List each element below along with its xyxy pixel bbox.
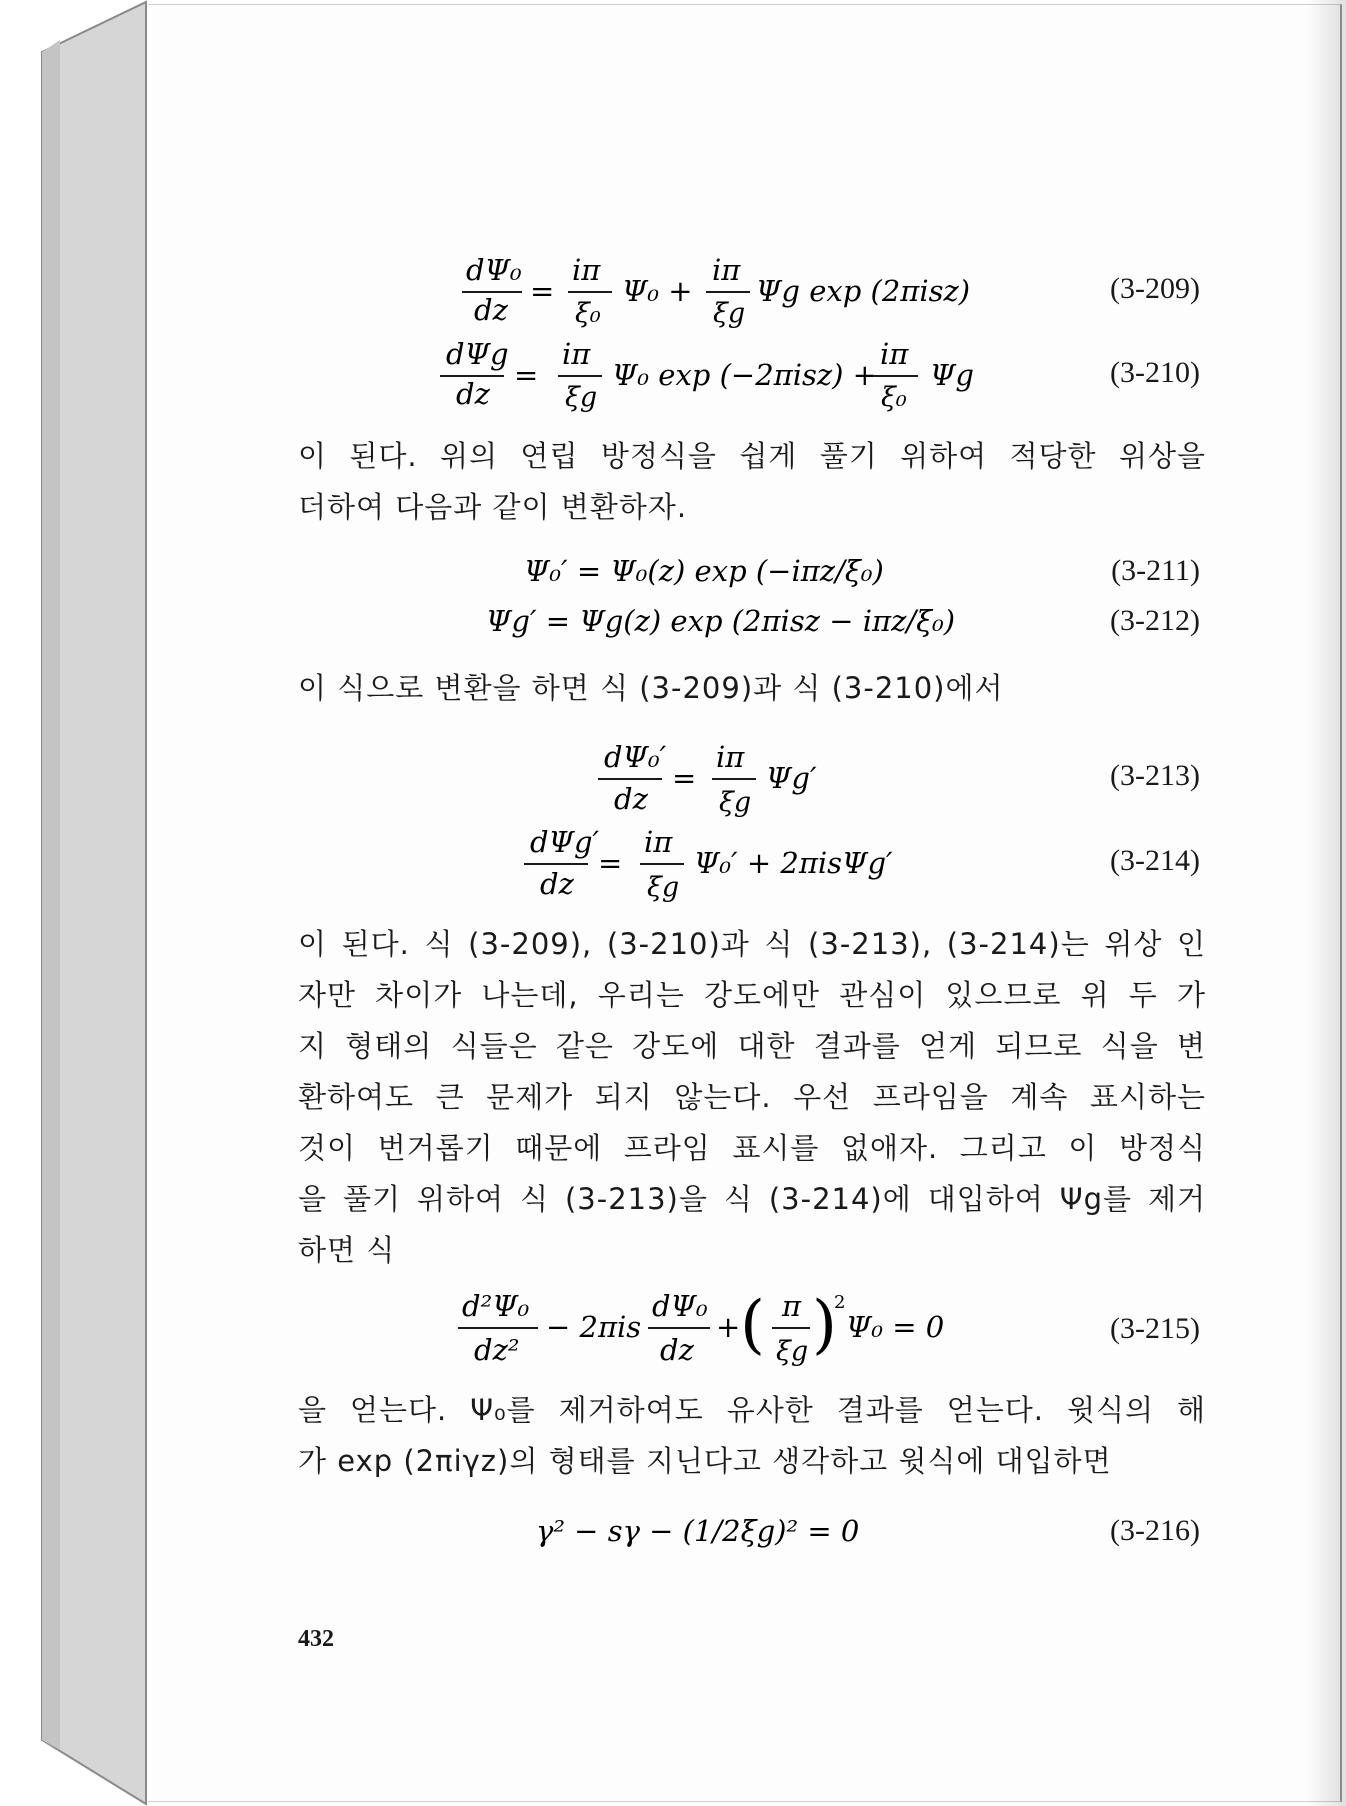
eq216-number: (3-216) [1110,1514,1200,1547]
eq215-term1: − 2πis [546,1310,642,1344]
paragraph-3 [298,919,1206,1276]
eq213-frac-den: ξg [719,787,752,818]
eq210-term1: Ψ₀ exp (−2πisz) + [612,358,877,392]
eq214-lhs-den: dz [540,867,574,901]
eq215-lhs-num: d²Ψ₀ [462,1289,530,1323]
eq210-frac1-den: ξg [565,382,598,413]
eq215-exponent: 2 [834,1292,846,1313]
eq210-frac1-num: iπ [562,337,591,371]
eq215-paren-den: ξg [776,1336,809,1367]
equation-3-215 [0,1286,1346,1368]
eq210-number: (3-210) [1110,356,1200,389]
eq213-number: (3-213) [1110,759,1200,792]
eq215-frac-num: dΨ₀ [652,1289,708,1323]
eq214-term: Ψ₀′ + 2πisΨg′ [694,846,893,880]
eq209-lhs-num: dΨ₀ [466,253,522,287]
svg-text:(: ( [740,1288,765,1362]
eq212-number: (3-212) [1110,604,1200,637]
paragraph-line: 을 얻는다. Ψ₀를 제거하여도 유사한 결과를 얻는다. 윗식의 해 [298,1393,1206,1427]
paragraph-line: 것이 번거롭기 때문에 프라임 표시를 없애자. 그리고 이 방정식 [298,1131,1206,1165]
eq210-frac2-num: iπ [880,337,909,371]
paragraph-line: 더하여 다음과 같이 변환하자. [298,490,688,524]
eq209-number: (3-209) [1110,272,1200,305]
eq212-body: Ψg′ = Ψg(z) exp (2πisz − iπz/ξ₀) [486,604,956,638]
paragraph-2 [298,663,1206,714]
eq215-paren-num: π [782,1289,802,1323]
equation-3-213 [0,737,1346,818]
paragraph-line: 환하여도 큰 문제가 되지 않는다. 우선 프라임을 계속 표시하는 [298,1080,1206,1114]
svg-text:=: = [598,846,623,880]
paragraph-line: 하면 식 [298,1233,396,1267]
eq215-term2: Ψ₀ = 0 [846,1310,945,1344]
paragraph-line: 지 형태의 식들은 같은 강도에 대한 결과를 얻게 되므로 식을 변 [298,1029,1206,1063]
svg-text:): ) [812,1288,837,1362]
eq213-lhs-den: dz [614,782,648,816]
paragraph-line: 이 된다. 식 (3-209), (3-210)과 식 (3-213), (3-214)는 위상 인 [298,927,1206,961]
equation-3-216 [0,1508,1346,1552]
eq209-term2: Ψg exp (2πisz) [756,274,971,308]
eq213-lhs-num: dΨ₀′ [604,740,667,774]
eq213-term: Ψg′ [766,761,817,795]
paragraph-4 [298,1385,1206,1487]
eq215-lhs-den: dz² [474,1333,520,1367]
eq209-frac1-den: ξ₀ [575,298,601,329]
svg-text:=: = [672,761,697,795]
equation-3-212 [0,598,1346,642]
equation-3-209 [0,250,1346,329]
eq211-body: Ψ₀′ = Ψ₀(z) exp (−iπz/ξ₀) [524,554,884,588]
eq210-lhs-num: dΨg [446,337,509,371]
eq210-lhs-den: dz [456,377,490,411]
equation-3-211 [0,548,1346,592]
paragraph-line: 이 식으로 변환을 하면 식 (3-209)과 식 (3-210)에서 [298,671,1004,705]
eq215-number: (3-215) [1110,1312,1200,1345]
paragraph-1 [298,431,1206,533]
eq214-lhs-num: dΨg′ [530,825,600,859]
page-number: 432 [298,1626,334,1652]
paragraph-line: 자만 차이가 나는데, 우리는 강도에만 관심이 있으므로 위 두 가 [298,978,1206,1012]
eq215-plus: + [716,1310,741,1344]
eq216-body: γ² − sγ − (1/2ξg)² = 0 [536,1514,860,1548]
eq209-frac2-num: iπ [712,253,741,287]
eq209-term1: Ψ₀ + [622,274,693,308]
eq209-frac1-num: iπ [572,253,601,287]
eq209-lhs-den: dz [474,293,508,327]
eq214-frac-num: iπ [644,825,673,859]
paragraph-line: 을 풀기 위하여 식 (3-213)을 식 (3-214)에 대입하여 Ψg를 제거 [298,1182,1206,1216]
paragraph-line: 가 exp (2πiγz)의 형태를 지닌다고 생각하고 윗식에 대입하면 [298,1444,1112,1478]
svg-text:=: = [530,274,555,308]
eq214-number: (3-214) [1110,844,1200,877]
svg-text:=: = [514,358,539,392]
paragraph-line: 이 된다. 위의 연립 방정식을 쉽게 풀기 위하여 적당한 위상을 [298,439,1206,473]
eq214-frac-den: ξg [647,872,680,903]
eq210-frac2-den: ξ₀ [881,382,907,413]
equation-3-214 [0,822,1346,903]
eq215-frac-den: dz [660,1333,694,1367]
eq210-term2: Ψg [930,358,974,392]
eq209-frac2-den: ξg [713,298,746,329]
equation-3-210 [0,334,1346,413]
eq211-number: (3-211) [1111,554,1200,587]
eq213-frac-num: iπ [716,740,745,774]
